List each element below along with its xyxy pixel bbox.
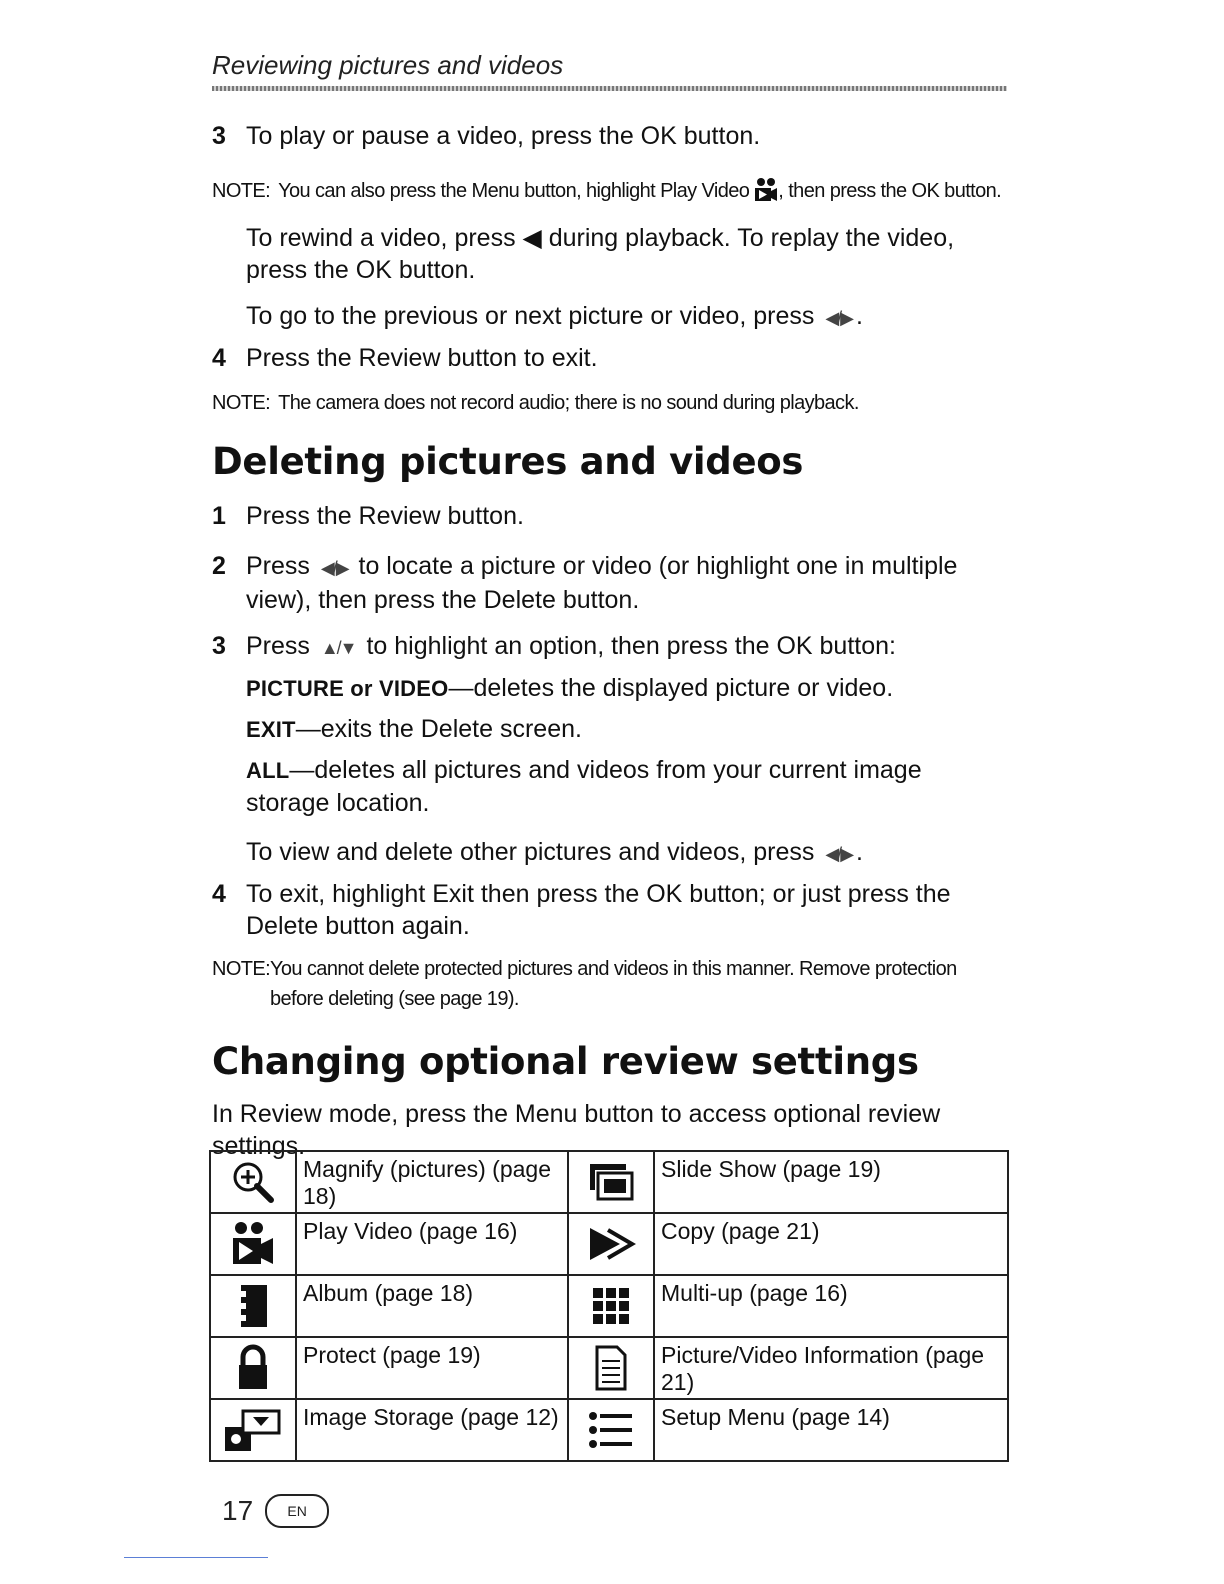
- step-text: To exit, highlight Exit then press the OK button; or just press the Delete button again.: [246, 880, 951, 940]
- step-number: 2: [212, 552, 226, 580]
- option-picture-video: [246, 672, 1006, 705]
- para-text-after: .: [856, 302, 863, 330]
- protect-icon: [210, 1337, 296, 1399]
- table-cell: Protect (page 19): [296, 1337, 568, 1399]
- table-cell: Setup Menu (page 14): [654, 1399, 1008, 1461]
- option-all: [246, 754, 1006, 819]
- option-exit: [246, 713, 1006, 746]
- step-text: [246, 630, 1006, 664]
- note-text: The camera does not record audio; there is no sound during playback.: [278, 392, 859, 414]
- option-desc: —exits the Delete screen.: [295, 715, 582, 743]
- option-name: ALL: [246, 758, 290, 783]
- page-footer: [222, 1494, 329, 1528]
- step-number: 4: [212, 344, 226, 372]
- note-protected: [212, 954, 1012, 1014]
- step-text-before: Press: [246, 632, 310, 660]
- step-text-before: Press: [246, 552, 310, 580]
- step-text-after: to locate a picture or video (or highlight one in multiple view), then press the Delete button.: [246, 552, 958, 614]
- step-text: To play or pause a video, press the OK button.: [246, 122, 761, 150]
- info-icon: [568, 1337, 654, 1399]
- table-cell: Slide Show (page 19): [654, 1151, 1008, 1213]
- option-name: PICTURE or VIDEO: [246, 676, 449, 701]
- image-storage-icon: [210, 1399, 296, 1461]
- settings-table: [209, 1150, 1009, 1462]
- note-label: NOTE:: [212, 958, 271, 980]
- bottom-divider: [124, 1557, 268, 1558]
- table-cell: Picture/Video Information (page 21): [654, 1337, 1008, 1399]
- left-right-arrows-icon: ◀/▶: [320, 558, 348, 578]
- para-text-after: .: [856, 838, 863, 866]
- step-text: [246, 550, 1006, 616]
- heading-deleting: Deleting pictures and videos: [212, 440, 804, 483]
- header-rule: [212, 86, 1007, 91]
- slide-show-icon: [568, 1151, 654, 1213]
- copy-icon: [568, 1213, 654, 1275]
- table-row: [210, 1151, 1008, 1213]
- option-desc: —deletes all pictures and videos from your current image storage location.: [246, 756, 922, 817]
- table-row: [210, 1275, 1008, 1337]
- option-desc: —deletes the displayed picture or video.: [448, 674, 894, 702]
- table-cell: Play Video (page 16): [296, 1213, 568, 1275]
- step-text-after: to highlight an option, then press the OK button:: [366, 632, 896, 660]
- left-right-arrows-icon: ◀/▶: [825, 308, 852, 328]
- note-text: You cannot delete protected pictures and videos in this manner. Remove protection before deleting (see page 19).: [270, 958, 957, 1010]
- step-number: 4: [212, 880, 226, 908]
- note-label: NOTE:: [212, 180, 271, 202]
- option-name: EXIT: [246, 717, 296, 742]
- table-cell: Image Storage (page 12): [296, 1399, 568, 1461]
- multi-up-icon: [568, 1275, 654, 1337]
- settings-intro: In Review mode, press the Menu button to access optional review settings.: [212, 1100, 941, 1160]
- table-cell: Copy (page 21): [654, 1213, 1008, 1275]
- step-text: Press the Review button.: [246, 502, 524, 530]
- step-number: 3: [212, 632, 226, 660]
- para-view-delete: [246, 836, 1006, 870]
- step-text: Press the Review button to exit.: [246, 344, 598, 372]
- table-cell: Multi-up (page 16): [654, 1275, 1008, 1337]
- play-video-icon: [210, 1213, 296, 1275]
- note-play-video: [212, 176, 1012, 206]
- table-cell: Album (page 18): [296, 1275, 568, 1337]
- play-video-icon: [754, 177, 778, 203]
- para-rewind: To rewind a video, press ◀ during playback. To replay the video, press the OK button.: [246, 224, 955, 284]
- para-prev-next: [246, 300, 1006, 334]
- setup-menu-icon: [568, 1399, 654, 1461]
- note-label: NOTE:: [212, 392, 271, 414]
- page-number: 17: [222, 1495, 254, 1526]
- language-badge: EN: [265, 1494, 329, 1528]
- table-row: [210, 1337, 1008, 1399]
- up-down-arrows-icon: ▲/▼: [320, 638, 356, 658]
- step-number: 3: [212, 122, 226, 150]
- note-no-audio: [212, 388, 1012, 418]
- magnify-icon: [210, 1151, 296, 1213]
- table-row: [210, 1399, 1008, 1461]
- para-text-before: To view and delete other pictures and videos, press: [246, 838, 815, 866]
- note-text-before: You can also press the Menu button, highlight Play Video: [278, 180, 750, 202]
- left-right-arrows-icon: ◀/▶: [825, 844, 853, 864]
- heading-review-settings: Changing optional review settings: [212, 1040, 919, 1083]
- album-icon: [210, 1275, 296, 1337]
- table-cell: Magnify (pictures) (page 18): [296, 1151, 568, 1213]
- running-header: Reviewing pictures and videos: [212, 50, 564, 80]
- table-row: [210, 1213, 1008, 1275]
- step-number: 1: [212, 502, 226, 530]
- para-text-before: To go to the previous or next picture or video, press: [246, 302, 815, 330]
- note-text-after: , then press the OK button.: [778, 180, 1002, 202]
